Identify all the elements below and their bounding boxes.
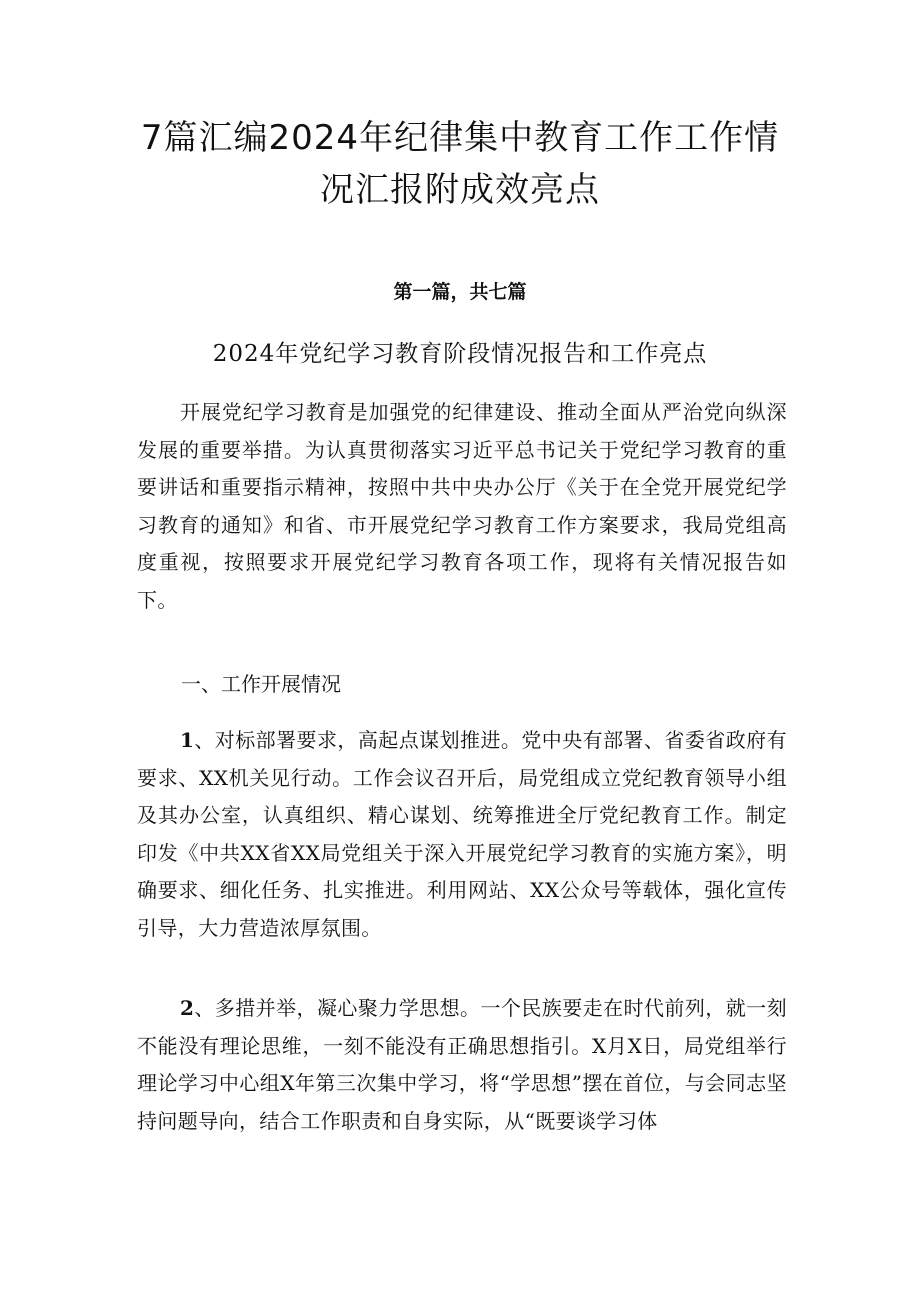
- item-2-number: 2: [180, 996, 195, 1020]
- item-1-paragraph: [137, 722, 787, 947]
- document-title: [120, 112, 800, 216]
- item-2-paragraph: [137, 990, 787, 1140]
- report-title: 2024年党纪学习教育阶段情况报告和工作亮点: [212, 341, 708, 367]
- item-2-text: 、多措并举，凝心聚力学思想。一个民族要走在时代前列，就一刻不能没有理论思维，一刻不能没有正确思想指引。X月X日，局党组举行理论学习中心组X年第三次集中学习，将“学思想”摆在首位，与会同志坚持问题导向，结合工作职责和自身实际，从“既要谈学习体: [137, 996, 787, 1133]
- part-label: 第一篇，共七篇: [393, 281, 527, 303]
- document-title-line-1: 7篇汇编2024年纪律集中教育工作工作情: [140, 118, 780, 158]
- item-1-text: 、对标部署要求，高起点谋划推进。党中央有部署、省委省政府有要求、XX机关见行动。工作会议召开后，局党组成立党纪教育领导小组及其办公室，认真组织、精心谋划、统筹推进全厅党纪教育工作。制定印发《中共XX省XX局党组关于深入开展党纪学习教育的实施方案》，明确要求、细化任务、扎实推进。利用网站、XX公众号等载体，强化宣传引导，大力营造浓厚氛围。: [137, 728, 787, 940]
- document-title-line-2: 况汇报附成效亮点: [320, 170, 600, 210]
- intro-paragraph: 开展党纪学习教育是加强党的纪律建设、推动全面从严治党向纵深发展的重要举措。为认真贯彻落实习近平总书记关于党纪学习教育的重要讲话和重要指示精神，按照中共中央办公厅《关于在全党开展党纪学习教育的通知》和省、市开展党纪学习教育工作方案要求，我局党组高度重视，按照要求开展党纪学习教育各项工作，现将有关情况报告如下。: [137, 400, 787, 612]
- item-1-number: 1: [180, 728, 195, 752]
- section-heading: 一、工作开展情况: [181, 672, 341, 696]
